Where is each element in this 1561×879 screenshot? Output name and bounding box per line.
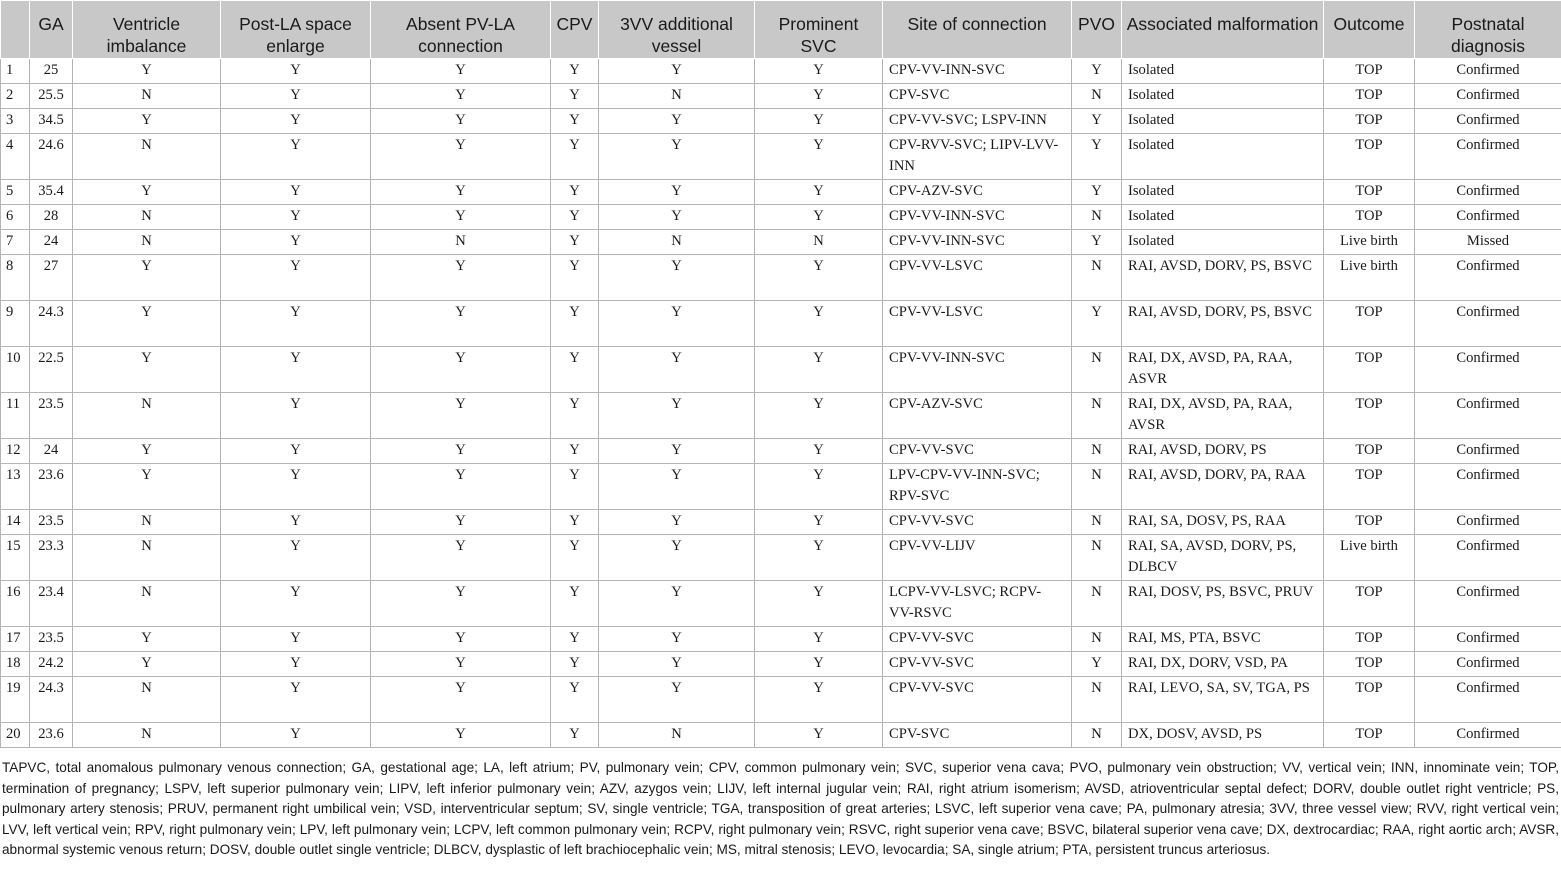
cell-site-of-connection: LCPV-VV-LSVC; RCPV-VV-RSVC [883, 581, 1072, 627]
cell-3vv-additional-vessel: Y [599, 301, 755, 347]
cell-ventricle-imbalance: N [73, 677, 221, 723]
cell-post-la-space-enlarge: Y [221, 134, 371, 180]
cell-case-number: 2 [1, 84, 30, 109]
cell-prominent-svc: Y [755, 510, 883, 535]
cell-prominent-svc: Y [755, 677, 883, 723]
cell-ga: 34.5 [30, 109, 73, 134]
cell-cpv: Y [551, 439, 599, 464]
cell-associated-malformation: Isolated [1122, 205, 1324, 230]
cell-case-number: 5 [1, 180, 30, 205]
cell-post-la-space-enlarge: Y [221, 180, 371, 205]
cell-prominent-svc: Y [755, 464, 883, 510]
cell-outcome: TOP [1324, 677, 1415, 723]
cell-cpv: Y [551, 510, 599, 535]
cell-post-la-space-enlarge: Y [221, 439, 371, 464]
cell-post-la-space-enlarge: Y [221, 109, 371, 134]
cell-prominent-svc: Y [755, 723, 883, 748]
cell-case-number: 19 [1, 677, 30, 723]
cell-pvo: Y [1072, 301, 1122, 347]
table-footnote: TAPVC, total anomalous pulmonary venous connection; GA, gestational age; LA, left atrium; PV, pulmonary vein; CPV, common pulmonary vein; SVC, superior vena cava; PVO, pulmonary vein obstruction; VV, vertical vein; INN, innominate vein; TOP, termination of pregnancy; LSPV, left superior pulmonary vein; LIPV, left inferior pulmonary vein; AZV, azygos vein; LIJV, left internal jugular vein; RAI, right atrium isomerism; AVSD, atrioventricular septal defect; DORV, double outlet right ventricle; PS, pulmonary artery stenosis; PRUV, permanent right umbilical vein; VSD, interventricular septum; SV, single ventricle; TGA, transposition of great arteries; LSVC, left superior vena cave; PA, pulmonary atresia; 3VV, three vessel view; RVV, right vertical vein; LVV, left vertical vein; RPV, right pulmonary vein; LPV, left pulmonary vein; LCPV, left common pulmonary vein; RCPV, right pulmonary vein; RSVC, right superior vena cave; BSVC, bilateral superior vena cave; DX, dextrocardiac; RAA, right aortic arch; AVSR, abnormal systemic venous return; DOSV, double outlet single ventricle; DLBCV, dysplastic of left brachiocephalic vein; MS, mitral stenosis; LEVO, levocardia; SA, single atrium; PTA, persistent truncus arteriosus. [2, 760, 1559, 857]
cell-3vv-additional-vessel: Y [599, 439, 755, 464]
cell-ga: 24.2 [30, 652, 73, 677]
cell-3vv-additional-vessel: Y [599, 677, 755, 723]
cell-prominent-svc: N [755, 230, 883, 255]
cell-3vv-additional-vessel: Y [599, 180, 755, 205]
column-header-prominent-svc: Prominent SVC [755, 1, 883, 59]
cell-case-number: 17 [1, 627, 30, 652]
cell-postnatal-diagnosis: Confirmed [1415, 439, 1561, 464]
cell-3vv-additional-vessel: Y [599, 205, 755, 230]
cell-3vv-additional-vessel: Y [599, 59, 755, 84]
cell-pvo: N [1072, 510, 1122, 535]
cell-pvo: N [1072, 255, 1122, 301]
cell-post-la-space-enlarge: Y [221, 230, 371, 255]
cell-pvo: N [1072, 464, 1122, 510]
cell-ventricle-imbalance: Y [73, 652, 221, 677]
cell-pvo: Y [1072, 230, 1122, 255]
cell-cpv: Y [551, 255, 599, 301]
cell-site-of-connection: CPV-VV-SVC [883, 652, 1072, 677]
cell-ventricle-imbalance: Y [73, 627, 221, 652]
cell-outcome: TOP [1324, 134, 1415, 180]
table-row [1, 347, 1561, 393]
cell-case-number: 15 [1, 535, 30, 581]
cell-site-of-connection: CPV-VV-LSVC [883, 255, 1072, 301]
cell-outcome: TOP [1324, 347, 1415, 393]
cell-postnatal-diagnosis: Confirmed [1415, 180, 1561, 205]
cell-associated-malformation: RAI, DOSV, PS, BSVC, PRUV [1122, 581, 1324, 627]
cell-outcome: TOP [1324, 439, 1415, 464]
cell-absent-pv-la-connection: Y [371, 581, 551, 627]
table-row [1, 723, 1561, 748]
cell-site-of-connection: CPV-VV-LIJV [883, 535, 1072, 581]
cell-prominent-svc: Y [755, 439, 883, 464]
cell-ga: 27 [30, 255, 73, 301]
cell-associated-malformation: RAI, AVSD, DORV, PA, RAA [1122, 464, 1324, 510]
cell-site-of-connection: CPV-VV-INN-SVC [883, 59, 1072, 84]
cell-ga: 25 [30, 59, 73, 84]
cell-post-la-space-enlarge: Y [221, 535, 371, 581]
cell-pvo: N [1072, 627, 1122, 652]
cell-outcome: Live birth [1324, 535, 1415, 581]
cell-postnatal-diagnosis: Confirmed [1415, 255, 1561, 301]
table-row [1, 510, 1561, 535]
cell-ga: 23.5 [30, 627, 73, 652]
cell-site-of-connection: CPV-VV-SVC [883, 627, 1072, 652]
cell-ventricle-imbalance: Y [73, 464, 221, 510]
cell-case-number: 1 [1, 59, 30, 84]
table-row [1, 109, 1561, 134]
cell-outcome: TOP [1324, 510, 1415, 535]
cell-absent-pv-la-connection: Y [371, 134, 551, 180]
cell-case-number: 11 [1, 393, 30, 439]
cell-prominent-svc: Y [755, 652, 883, 677]
cell-ventricle-imbalance: N [73, 205, 221, 230]
cell-3vv-additional-vessel: Y [599, 255, 755, 301]
cell-associated-malformation: RAI, DX, DORV, VSD, PA [1122, 652, 1324, 677]
cell-cpv: Y [551, 84, 599, 109]
cell-pvo: Y [1072, 180, 1122, 205]
cell-postnatal-diagnosis: Confirmed [1415, 301, 1561, 347]
cell-absent-pv-la-connection: Y [371, 439, 551, 464]
column-header-outcome: Outcome [1324, 1, 1415, 59]
cell-ga: 23.3 [30, 535, 73, 581]
table-row [1, 627, 1561, 652]
table-row [1, 255, 1561, 301]
cell-ga: 28 [30, 205, 73, 230]
table-row [1, 84, 1561, 109]
cell-ventricle-imbalance: Y [73, 180, 221, 205]
cell-post-la-space-enlarge: Y [221, 627, 371, 652]
cell-prominent-svc: Y [755, 134, 883, 180]
cell-site-of-connection: CPV-AZV-SVC [883, 180, 1072, 205]
cell-site-of-connection: CPV-VV-SVC; LSPV-INN [883, 109, 1072, 134]
cell-cpv: Y [551, 652, 599, 677]
cell-absent-pv-la-connection: Y [371, 205, 551, 230]
cell-postnatal-diagnosis: Confirmed [1415, 347, 1561, 393]
column-header-pvo: PVO [1072, 1, 1122, 59]
cell-case-number: 9 [1, 301, 30, 347]
cell-ventricle-imbalance: N [73, 393, 221, 439]
cell-site-of-connection: CPV-SVC [883, 84, 1072, 109]
cell-associated-malformation: RAI, DX, AVSD, PA, RAA, ASVR [1122, 347, 1324, 393]
table-row [1, 393, 1561, 439]
cell-cpv: Y [551, 347, 599, 393]
cell-ventricle-imbalance: N [73, 723, 221, 748]
cell-absent-pv-la-connection: Y [371, 723, 551, 748]
cell-case-number: 8 [1, 255, 30, 301]
cell-absent-pv-la-connection: Y [371, 84, 551, 109]
cell-site-of-connection: CPV-VV-LSVC [883, 301, 1072, 347]
cell-3vv-additional-vessel: N [599, 84, 755, 109]
cell-absent-pv-la-connection: Y [371, 627, 551, 652]
cell-postnatal-diagnosis: Confirmed [1415, 134, 1561, 180]
cell-postnatal-diagnosis: Confirmed [1415, 627, 1561, 652]
table-row [1, 677, 1561, 723]
cell-cpv: Y [551, 627, 599, 652]
cell-case-number: 4 [1, 134, 30, 180]
cell-site-of-connection: CPV-VV-SVC [883, 439, 1072, 464]
cell-outcome: TOP [1324, 464, 1415, 510]
cell-ga: 23.6 [30, 723, 73, 748]
cell-outcome: TOP [1324, 393, 1415, 439]
cell-absent-pv-la-connection: Y [371, 464, 551, 510]
column-header-ga: GA [30, 1, 73, 59]
cell-ventricle-imbalance: N [73, 581, 221, 627]
cell-postnatal-diagnosis: Confirmed [1415, 109, 1561, 134]
cell-pvo: N [1072, 393, 1122, 439]
cell-ventricle-imbalance: Y [73, 109, 221, 134]
table-row [1, 230, 1561, 255]
cell-site-of-connection: CPV-RVV-SVC; LIPV-LVV-INN [883, 134, 1072, 180]
cell-pvo: N [1072, 535, 1122, 581]
cell-cpv: Y [551, 205, 599, 230]
cell-associated-malformation: Isolated [1122, 180, 1324, 205]
cell-ga: 22.5 [30, 347, 73, 393]
cell-ga: 25.5 [30, 84, 73, 109]
cell-pvo: N [1072, 205, 1122, 230]
table-row [1, 180, 1561, 205]
table-body [1, 59, 1561, 748]
cell-outcome: TOP [1324, 59, 1415, 84]
cell-associated-malformation: RAI, LEVO, SA, SV, TGA, PS [1122, 677, 1324, 723]
cell-absent-pv-la-connection: Y [371, 652, 551, 677]
cell-ga: 35.4 [30, 180, 73, 205]
cell-prominent-svc: Y [755, 393, 883, 439]
cell-case-number: 16 [1, 581, 30, 627]
cell-3vv-additional-vessel: N [599, 723, 755, 748]
cell-postnatal-diagnosis: Confirmed [1415, 84, 1561, 109]
cell-3vv-additional-vessel: Y [599, 347, 755, 393]
cell-case-number: 13 [1, 464, 30, 510]
cell-associated-malformation: RAI, SA, AVSD, DORV, PS, DLBCV [1122, 535, 1324, 581]
column-header-postnatal-diagnosis: Postnatal diagnosis [1415, 1, 1561, 59]
cell-associated-malformation: RAI, AVSD, DORV, PS [1122, 439, 1324, 464]
cell-outcome: TOP [1324, 180, 1415, 205]
cell-ventricle-imbalance: Y [73, 347, 221, 393]
cell-3vv-additional-vessel: Y [599, 581, 755, 627]
cell-post-la-space-enlarge: Y [221, 59, 371, 84]
cell-absent-pv-la-connection: Y [371, 347, 551, 393]
cell-absent-pv-la-connection: Y [371, 535, 551, 581]
cell-pvo: Y [1072, 59, 1122, 84]
cell-postnatal-diagnosis: Confirmed [1415, 535, 1561, 581]
cell-postnatal-diagnosis: Missed [1415, 230, 1561, 255]
cell-postnatal-diagnosis: Confirmed [1415, 464, 1561, 510]
cell-post-la-space-enlarge: Y [221, 84, 371, 109]
cell-absent-pv-la-connection: Y [371, 180, 551, 205]
cell-post-la-space-enlarge: Y [221, 301, 371, 347]
cell-outcome: TOP [1324, 205, 1415, 230]
table-row [1, 59, 1561, 84]
cell-site-of-connection: CPV-VV-INN-SVC [883, 230, 1072, 255]
cell-associated-malformation: RAI, SA, DOSV, PS, RAA [1122, 510, 1324, 535]
cell-ventricle-imbalance: N [73, 134, 221, 180]
cell-3vv-additional-vessel: Y [599, 393, 755, 439]
cell-absent-pv-la-connection: N [371, 230, 551, 255]
cell-cpv: Y [551, 59, 599, 84]
cell-3vv-additional-vessel: N [599, 230, 755, 255]
cell-site-of-connection: CPV-VV-SVC [883, 677, 1072, 723]
cell-associated-malformation: Isolated [1122, 84, 1324, 109]
cell-post-la-space-enlarge: Y [221, 677, 371, 723]
cell-ventricle-imbalance: Y [73, 59, 221, 84]
cell-case-number: 12 [1, 439, 30, 464]
cell-case-number: 18 [1, 652, 30, 677]
cell-postnatal-diagnosis: Confirmed [1415, 59, 1561, 84]
header-row [1, 1, 1561, 59]
table-row [1, 535, 1561, 581]
cell-associated-malformation: Isolated [1122, 134, 1324, 180]
cell-prominent-svc: Y [755, 109, 883, 134]
cell-pvo: Y [1072, 134, 1122, 180]
cell-cpv: Y [551, 180, 599, 205]
cell-site-of-connection: CPV-SVC [883, 723, 1072, 748]
cell-associated-malformation: DX, DOSV, AVSD, PS [1122, 723, 1324, 748]
cell-prominent-svc: Y [755, 84, 883, 109]
cell-post-la-space-enlarge: Y [221, 347, 371, 393]
cell-prominent-svc: Y [755, 535, 883, 581]
cell-cpv: Y [551, 109, 599, 134]
cell-ga: 24 [30, 230, 73, 255]
cell-postnatal-diagnosis: Confirmed [1415, 393, 1561, 439]
cell-post-la-space-enlarge: Y [221, 393, 371, 439]
cell-site-of-connection: LPV-CPV-VV-INN-SVC; RPV-SVC [883, 464, 1072, 510]
cell-post-la-space-enlarge: Y [221, 255, 371, 301]
cell-postnatal-diagnosis: Confirmed [1415, 723, 1561, 748]
cell-prominent-svc: Y [755, 255, 883, 301]
cell-associated-malformation: Isolated [1122, 109, 1324, 134]
table-row [1, 134, 1561, 180]
column-header-cpv: CPV [551, 1, 599, 59]
cell-pvo: N [1072, 581, 1122, 627]
column-header-ventricle-imbalance: Ventricle imbalance [73, 1, 221, 59]
cell-ventricle-imbalance: Y [73, 439, 221, 464]
cell-absent-pv-la-connection: Y [371, 393, 551, 439]
cell-outcome: TOP [1324, 723, 1415, 748]
cell-associated-malformation: RAI, AVSD, DORV, PS, BSVC [1122, 255, 1324, 301]
cell-absent-pv-la-connection: Y [371, 59, 551, 84]
cell-outcome: TOP [1324, 84, 1415, 109]
cell-pvo: Y [1072, 109, 1122, 134]
cell-cpv: Y [551, 581, 599, 627]
cell-pvo: N [1072, 439, 1122, 464]
cell-case-number: 20 [1, 723, 30, 748]
table-header [1, 1, 1561, 59]
table-row [1, 439, 1561, 464]
cell-ga: 23.6 [30, 464, 73, 510]
cell-associated-malformation: RAI, AVSD, DORV, PS, BSVC [1122, 301, 1324, 347]
cell-ga: 23.5 [30, 510, 73, 535]
cell-case-number: 7 [1, 230, 30, 255]
cell-ventricle-imbalance: Y [73, 255, 221, 301]
cell-postnatal-diagnosis: Confirmed [1415, 510, 1561, 535]
cell-cpv: Y [551, 535, 599, 581]
cell-absent-pv-la-connection: Y [371, 510, 551, 535]
table-row [1, 301, 1561, 347]
cell-site-of-connection: CPV-VV-SVC [883, 510, 1072, 535]
cell-post-la-space-enlarge: Y [221, 464, 371, 510]
cell-absent-pv-la-connection: Y [371, 255, 551, 301]
cell-site-of-connection: CPV-VV-INN-SVC [883, 205, 1072, 230]
cell-cpv: Y [551, 677, 599, 723]
cell-case-number: 6 [1, 205, 30, 230]
cell-absent-pv-la-connection: Y [371, 109, 551, 134]
cell-prominent-svc: Y [755, 59, 883, 84]
cell-case-number: 14 [1, 510, 30, 535]
cell-3vv-additional-vessel: Y [599, 627, 755, 652]
cell-site-of-connection: CPV-VV-INN-SVC [883, 347, 1072, 393]
table-row [1, 205, 1561, 230]
cell-postnatal-diagnosis: Confirmed [1415, 677, 1561, 723]
cell-ventricle-imbalance: N [73, 84, 221, 109]
cell-postnatal-diagnosis: Confirmed [1415, 652, 1561, 677]
cell-ventricle-imbalance: N [73, 535, 221, 581]
cell-associated-malformation: RAI, DX, AVSD, PA, RAA, AVSR [1122, 393, 1324, 439]
cell-postnatal-diagnosis: Confirmed [1415, 205, 1561, 230]
cell-outcome: TOP [1324, 652, 1415, 677]
cell-absent-pv-la-connection: Y [371, 677, 551, 723]
cell-post-la-space-enlarge: Y [221, 723, 371, 748]
cell-post-la-space-enlarge: Y [221, 205, 371, 230]
cell-pvo: N [1072, 347, 1122, 393]
cell-ga: 24 [30, 439, 73, 464]
column-header-3vv-additional-vessel: 3VV additional vessel [599, 1, 755, 59]
cell-pvo: N [1072, 84, 1122, 109]
cell-prominent-svc: Y [755, 180, 883, 205]
column-header-post-la-space-enlarge: Post-LA space enlarge [221, 1, 371, 59]
cell-site-of-connection: CPV-AZV-SVC [883, 393, 1072, 439]
cell-ventricle-imbalance: Y [73, 301, 221, 347]
cell-outcome: TOP [1324, 627, 1415, 652]
cell-3vv-additional-vessel: Y [599, 109, 755, 134]
cell-3vv-additional-vessel: Y [599, 510, 755, 535]
cell-3vv-additional-vessel: Y [599, 464, 755, 510]
table-row [1, 464, 1561, 510]
cell-postnatal-diagnosis: Confirmed [1415, 581, 1561, 627]
cell-post-la-space-enlarge: Y [221, 581, 371, 627]
cell-outcome: TOP [1324, 301, 1415, 347]
cell-3vv-additional-vessel: Y [599, 535, 755, 581]
cell-case-number: 3 [1, 109, 30, 134]
cell-ga: 24.3 [30, 301, 73, 347]
table-row [1, 581, 1561, 627]
cell-prominent-svc: Y [755, 347, 883, 393]
cell-prominent-svc: Y [755, 301, 883, 347]
cell-associated-malformation: Isolated [1122, 230, 1324, 255]
cell-ventricle-imbalance: N [73, 230, 221, 255]
cell-3vv-additional-vessel: Y [599, 652, 755, 677]
cell-cpv: Y [551, 723, 599, 748]
cell-prominent-svc: Y [755, 205, 883, 230]
cell-cpv: Y [551, 464, 599, 510]
cell-outcome: TOP [1324, 109, 1415, 134]
cell-cpv: Y [551, 230, 599, 255]
cell-outcome: TOP [1324, 581, 1415, 627]
cell-cpv: Y [551, 393, 599, 439]
cell-outcome: Live birth [1324, 255, 1415, 301]
cell-cpv: Y [551, 134, 599, 180]
cell-pvo: N [1072, 677, 1122, 723]
column-header-associated-malformation: Associated malformation [1122, 1, 1324, 59]
cell-ga: 24.6 [30, 134, 73, 180]
cell-case-number: 10 [1, 347, 30, 393]
cell-prominent-svc: Y [755, 627, 883, 652]
cell-cpv: Y [551, 301, 599, 347]
column-header-case-number [1, 1, 30, 59]
cell-associated-malformation: Isolated [1122, 59, 1324, 84]
table-row [1, 652, 1561, 677]
cell-pvo: N [1072, 723, 1122, 748]
cell-ga: 23.4 [30, 581, 73, 627]
cell-ga: 24.3 [30, 677, 73, 723]
cell-ventricle-imbalance: N [73, 510, 221, 535]
cell-prominent-svc: Y [755, 581, 883, 627]
cell-3vv-additional-vessel: Y [599, 134, 755, 180]
cell-outcome: Live birth [1324, 230, 1415, 255]
column-header-absent-pv-la-connection: Absent PV-LA connection [371, 1, 551, 59]
cell-post-la-space-enlarge: Y [221, 510, 371, 535]
column-header-site-of-connection: Site of connection [883, 1, 1072, 59]
cell-post-la-space-enlarge: Y [221, 652, 371, 677]
cell-associated-malformation: RAI, MS, PTA, BSVC [1122, 627, 1324, 652]
cell-absent-pv-la-connection: Y [371, 301, 551, 347]
cell-pvo: Y [1072, 652, 1122, 677]
cell-ga: 23.5 [30, 393, 73, 439]
